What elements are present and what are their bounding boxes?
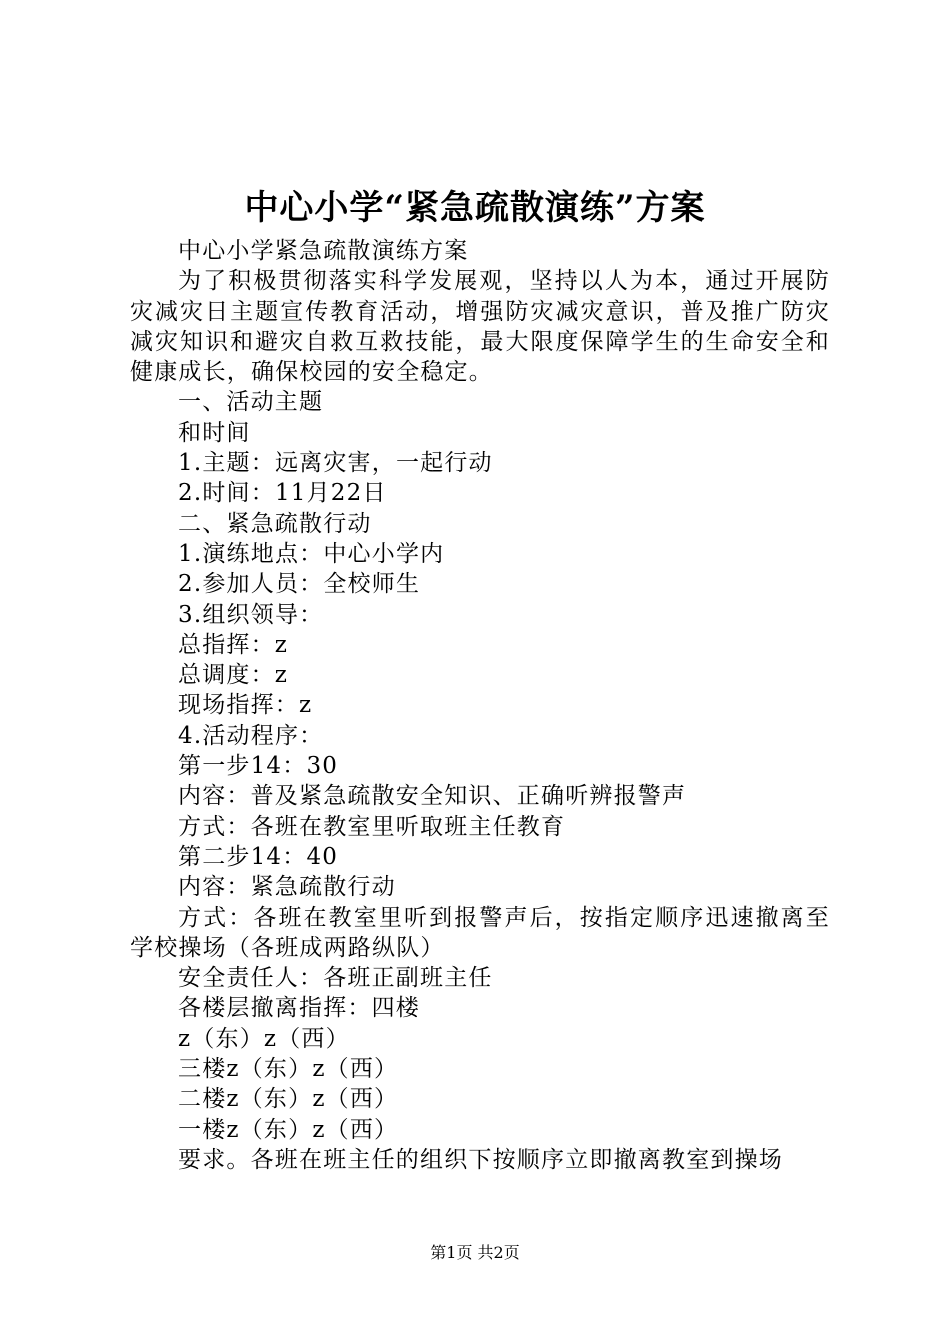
paragraph-floor-1: 一楼z（东）z（西） (178, 1116, 399, 1143)
paragraph-floor-2: 二楼z（东）z（西） (178, 1086, 399, 1113)
paragraph-procedure: 4.活动程序： (178, 722, 324, 749)
paragraph-subtitle: 中心小学紧急疏散演练方案 (178, 238, 469, 264)
paragraph-step-1-content: 内容：普及紧急疏散安全知识、正确听辨报警声 (178, 783, 687, 810)
paragraph-location: 1.演练地点：中心小学内 (178, 540, 445, 567)
paragraph-step-2-content: 内容：紧急疏散行动 (178, 874, 396, 901)
paragraph-heading-1-cont: 和时间 (178, 419, 251, 446)
paragraph-step-2: 第二步14：40 (178, 843, 339, 870)
paragraph-step-2-method: 方式：各班在教室里听到报警声后，按指定顺序迅速撤离至学校操场（各班成两路纵队） (130, 904, 830, 961)
page-indicator: 第1页 共2页 (430, 1243, 520, 1262)
paragraph-floor-commanders: 各楼层撤离指挥：四楼 (178, 995, 420, 1022)
document-body (130, 236, 830, 1175)
paragraph-commander: 总指挥：z (178, 631, 289, 658)
paragraph-theme: 1.主题：远离灾害，一起行动 (178, 450, 493, 477)
paragraph-participants: 2.参加人员：全校师生 (178, 571, 421, 598)
paragraph-intro: 为了积极贯彻落实科学发展观，坚持以人为本，通过开展防灾减灾日主题宣传教育活动，增强防灾减灾意识，普及推广防灾减灾知识和避灾自救互救技能，最大限度保障学生的生命安全和健康成长，确保校园的安全稳定。 (130, 268, 830, 386)
paragraph-floor-4: z（东）z（西） (178, 1025, 350, 1052)
paragraph-step-1-method: 方式：各班在教室里听取班主任教育 (178, 813, 566, 840)
paragraph-site-commander: 现场指挥：z (178, 692, 313, 719)
paragraph-time: 2.时间：11月22日 (178, 480, 387, 507)
document-title: 中心小学“紧急疏散演练”方案 (244, 188, 706, 228)
paragraph-requirements: 要求。各班在班主任的组织下按顺序立即撤离教室到操场 (178, 1146, 783, 1173)
paragraph-step-1: 第一步14：30 (178, 753, 339, 780)
paragraph-dispatcher: 总调度：z (178, 662, 289, 689)
paragraph-floor-3: 三楼z（东）z（西） (178, 1056, 399, 1083)
paragraph-heading-1: 一、活动主题 (178, 389, 324, 416)
paragraph-leadership: 3.组织领导： (178, 601, 324, 628)
paragraph-safety-officer: 安全责任人：各班正副班主任 (178, 965, 493, 992)
paragraph-heading-2: 二、紧急疏散行动 (178, 510, 372, 537)
